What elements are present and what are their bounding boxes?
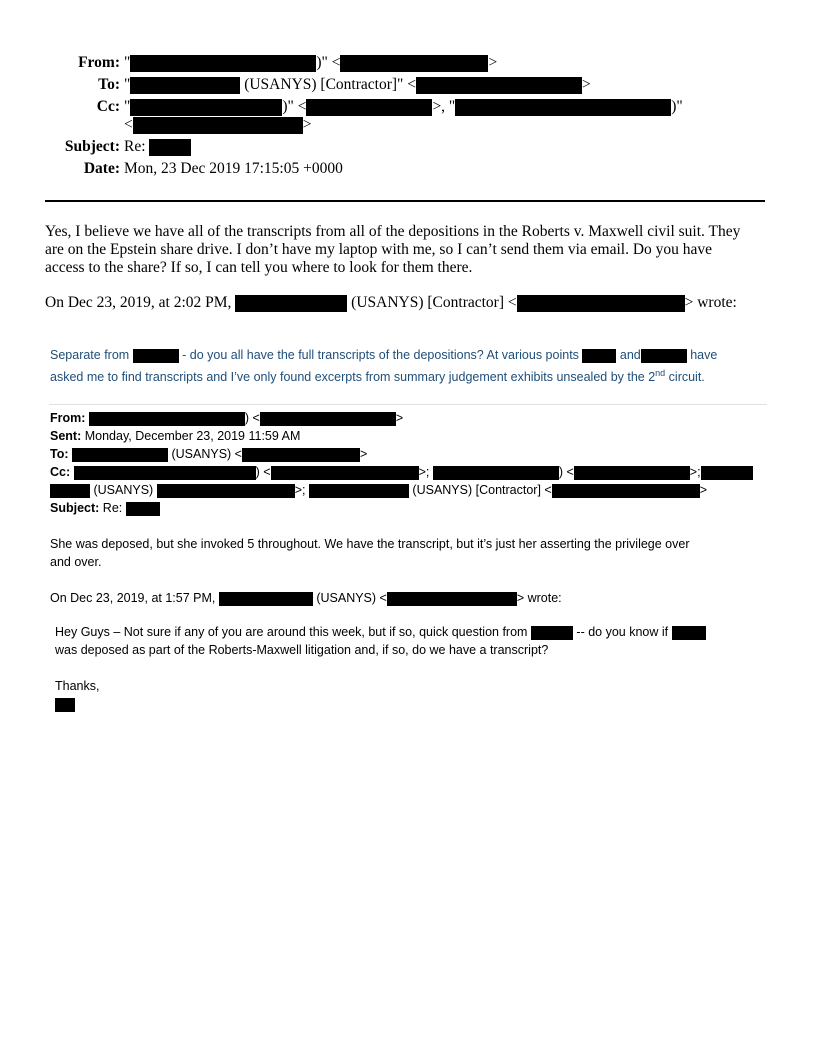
cc-value-line2: < > <box>124 116 312 133</box>
fwd-message-line: and over. <box>50 555 102 569</box>
redaction-block <box>552 484 700 498</box>
redaction-block <box>89 412 245 426</box>
cc-value: " )" < >, " )" <box>124 98 683 115</box>
subject-value: Re: <box>124 138 191 156</box>
header-divider <box>45 200 765 202</box>
redaction-block <box>130 77 240 94</box>
quoted-line: Separate from - do you all have the full transcripts of the depositions? At various points and have <box>50 348 718 362</box>
redaction-block <box>260 412 396 426</box>
quoted-line: Hey Guys – Not sure if any of you are around this week, but if so, quick question from -- do you know if <box>55 623 706 641</box>
redaction-block <box>133 349 179 363</box>
redaction-block <box>271 466 419 480</box>
redaction-block <box>309 484 409 498</box>
wrote-line: On Dec 23, 2019, at 2:02 PM, (USANYS) [Contractor] < > wrote: <box>45 294 737 311</box>
redaction-block <box>433 466 559 480</box>
redaction-block <box>242 448 360 462</box>
fwd-sent: Sent: Monday, December 23, 2019 11:59 AM <box>50 429 301 443</box>
signature-redaction <box>55 697 75 712</box>
redaction-block <box>455 99 671 116</box>
redaction-block <box>531 626 573 640</box>
from-value: " )" < > <box>124 54 498 71</box>
quoted-line: was deposed as part of the Roberts-Maxwell litigation and, if so, do we have a transcript? <box>55 643 549 657</box>
fwd-subject: Subject: Re: <box>50 499 160 517</box>
redaction-block <box>306 99 432 116</box>
to-label: To: <box>98 76 120 93</box>
redaction-block <box>387 592 517 606</box>
redaction-block <box>50 484 90 498</box>
redaction-block <box>574 466 690 480</box>
to-value: " (USANYS) [Contractor]" < > <box>124 76 591 93</box>
date-label: Date: <box>83 160 120 177</box>
redaction-block <box>672 626 706 640</box>
fwd-cc-line2: (USANYS) >; (USANYS) [Contractor] < > <box>50 481 707 499</box>
subject-label: Subject: <box>64 138 120 155</box>
redaction-block <box>130 55 316 72</box>
date-value: Mon, 23 Dec 2019 17:15:05 +0000 <box>124 160 343 177</box>
redaction-block <box>219 592 313 606</box>
redaction-block <box>582 349 616 363</box>
fwd-to: To: (USANYS) < > <box>50 447 368 461</box>
fwd-message-line: She was deposed, but she invoked 5 throughout. We have the transcript, but it’s just her asserting the privilege over <box>50 537 690 551</box>
redaction-block <box>126 502 160 516</box>
redaction-block <box>72 448 168 462</box>
body-line: Yes, I believe we have all of the transcripts from all of the depositions in the Roberts v. Maxwell civil suit. They <box>45 223 741 240</box>
fwd-from: From: ) < > <box>50 411 404 425</box>
quoted-line: asked me to find transcripts and I’ve only found excerpts from summary judgement exhibits unsealed by the 2nd circuit. <box>50 367 705 384</box>
redaction-block <box>130 99 282 116</box>
redaction-block <box>641 349 687 363</box>
redaction-block <box>74 466 256 480</box>
redaction-block <box>149 139 191 156</box>
redaction-block <box>157 484 295 498</box>
redaction-block <box>701 466 753 480</box>
redaction-block <box>340 55 488 72</box>
redaction-block <box>517 295 685 312</box>
redaction-block <box>416 77 582 94</box>
redaction-block <box>235 295 347 312</box>
forward-divider <box>49 404 767 405</box>
cc-label: Cc: <box>96 98 120 115</box>
body-line: are on the Epstein share drive. I don’t have my laptop with me, so I can’t send them via email. Do you have <box>45 241 713 258</box>
redaction-block <box>133 117 303 134</box>
redaction-block <box>55 698 75 712</box>
from-label: From: <box>78 54 120 71</box>
fwd-wrote-line: On Dec 23, 2019, at 1:57 PM, (USANYS) < > wrote: <box>50 591 562 605</box>
fwd-cc: Cc: ) < >; ) < >; <box>50 463 753 481</box>
body-line: access to the share? If so, I can tell you where to look for them there. <box>45 259 473 276</box>
thanks-line: Thanks, <box>55 679 100 693</box>
